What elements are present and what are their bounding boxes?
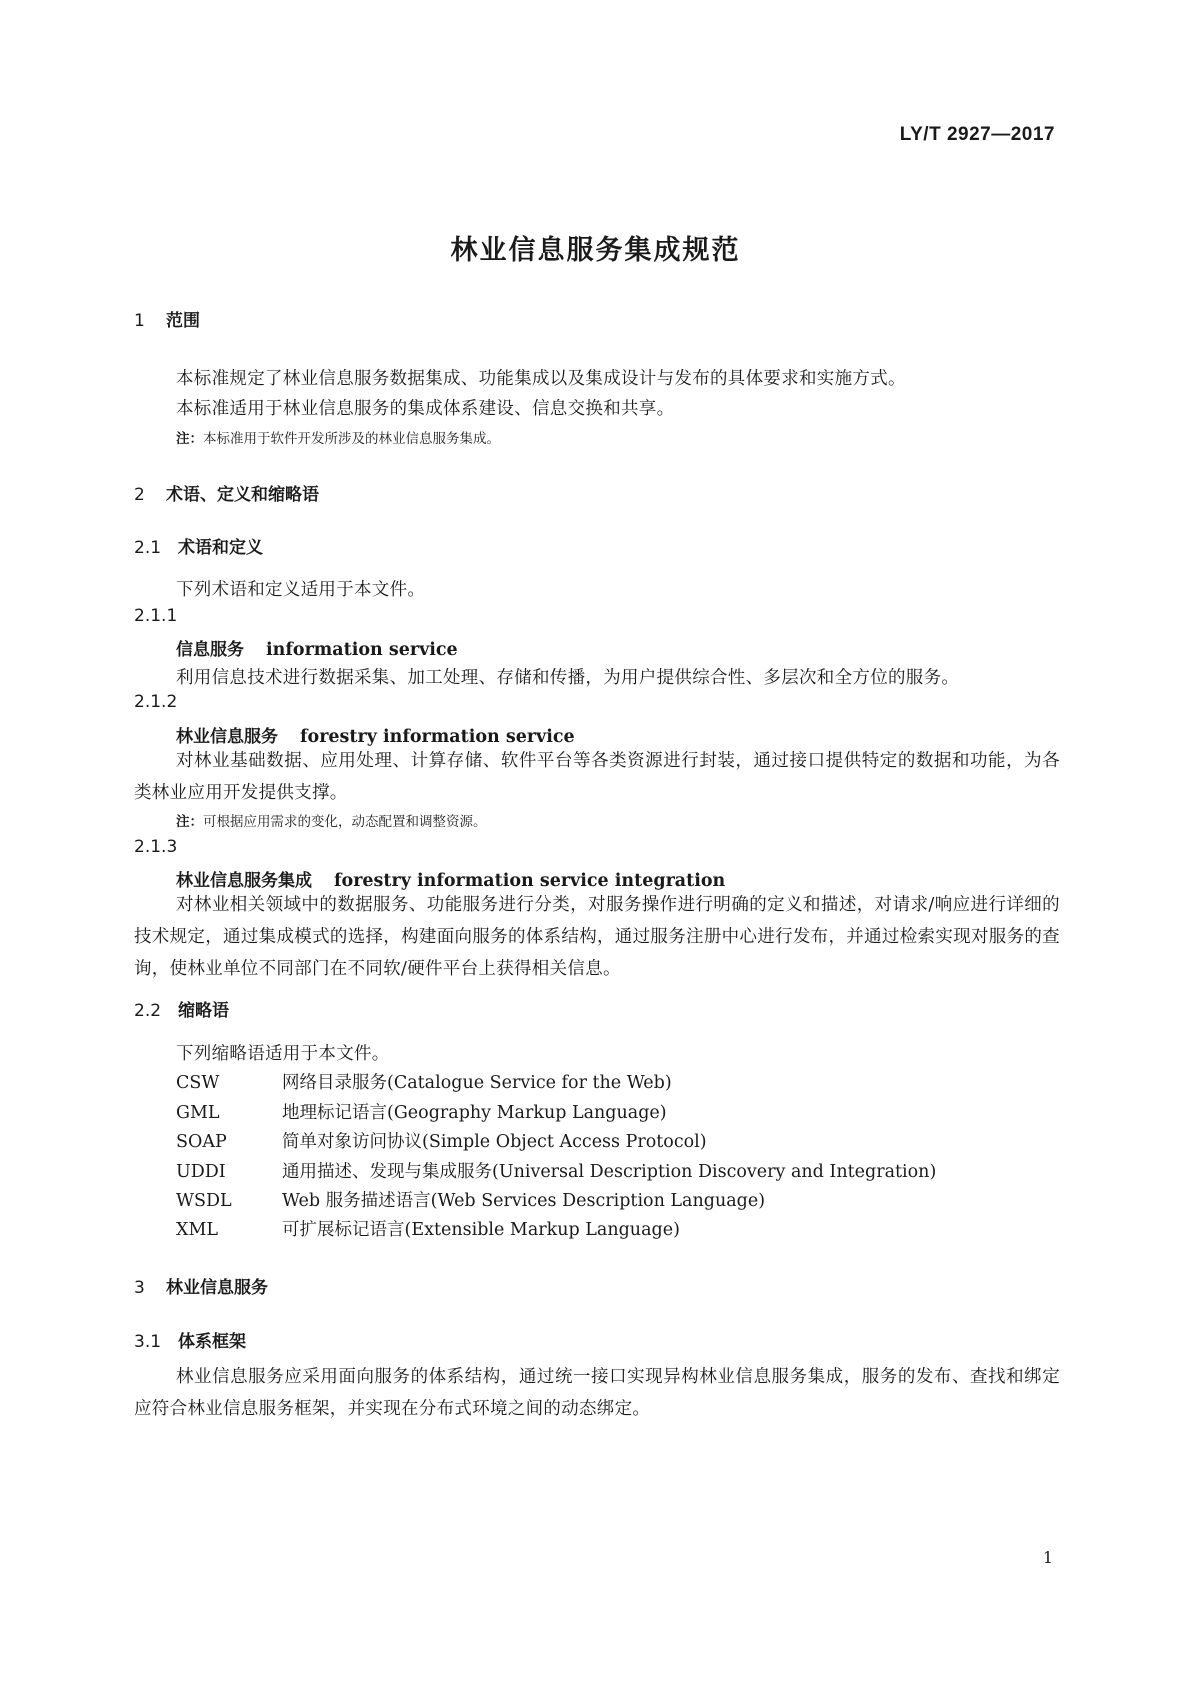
section-number: 2.1 — [134, 538, 162, 558]
abbreviation: SOAP — [176, 1132, 227, 1152]
abbreviation: UDDI — [176, 1162, 226, 1182]
abbreviation-row — [176, 1158, 936, 1183]
note-label: 注： — [176, 814, 203, 830]
abbreviation: GML — [176, 1103, 220, 1123]
section-number: 2.2 — [134, 1001, 162, 1021]
term-zh: 林业信息服务 — [176, 727, 278, 747]
section-2-1-intro: 下列术语和定义适用于本文件。 — [176, 580, 426, 600]
section-title: 体系框架 — [178, 1332, 246, 1352]
term-heading — [176, 722, 575, 747]
term-en: forestry information service — [300, 727, 575, 747]
section-1-paragraph-1: 本标准规定了林业信息服务数据集成、功能集成以及集成设计与发布的具体要求和实施方式。 — [176, 369, 906, 389]
term-number: 2.1.3 — [134, 837, 178, 857]
section-2-1-heading — [134, 533, 263, 558]
section-3-heading — [134, 1273, 268, 1298]
term-number: 2.1.2 — [134, 692, 178, 712]
section-1-note — [176, 427, 500, 447]
abbreviation-description: 地理标记语言(Geography Markup Language) — [282, 1103, 667, 1123]
abbreviation-row — [176, 1099, 667, 1124]
section-3-1-paragraph: 林业信息服务应采用面向服务的体系结构，通过统一接口实现异构林业信息服务集成，服务的发布、查找和绑定应符合林业信息服务框架，并实现在分布式环境之间的动态绑定。 — [134, 1367, 1060, 1419]
section-1-heading — [134, 306, 200, 331]
abbreviation: WSDL — [176, 1191, 232, 1211]
abbreviation-description: Web 服务描述语言(Web Services Description Language) — [282, 1191, 766, 1211]
section-number: 3 — [134, 1278, 145, 1298]
abbreviation-row — [176, 1128, 707, 1153]
section-title: 林业信息服务 — [166, 1278, 268, 1298]
standard-code: LY/T 2927—2017 — [899, 124, 1055, 145]
section-1-paragraph-2: 本标准适用于林业信息服务的集成体系建设、信息交换和共享。 — [176, 399, 675, 419]
abbreviation-row — [176, 1069, 672, 1094]
abbreviation-description: 通用描述、发现与集成服务(Universal Description Discovery and Integration) — [282, 1162, 937, 1182]
term-number: 2.1.1 — [134, 606, 178, 626]
term-en: forestry information service integration — [334, 871, 726, 891]
abbreviation: CSW — [176, 1073, 220, 1093]
note-label: 注： — [176, 431, 203, 447]
abbreviation-description: 网络目录服务(Catalogue Service for the Web) — [282, 1073, 672, 1093]
note-text: 可根据应用需求的变化，动态配置和调整资源。 — [203, 814, 487, 830]
abbreviation-description: 可扩展标记语言(Extensible Markup Language) — [282, 1220, 680, 1240]
abbreviation: XML — [176, 1220, 218, 1240]
term-heading — [176, 866, 725, 891]
abbreviation-description: 简单对象访问协议(Simple Object Access Protocol) — [282, 1132, 707, 1152]
note-text: 本标准用于软件开发所涉及的林业信息服务集成。 — [203, 431, 500, 447]
section-2-2-heading — [134, 996, 229, 1021]
section-number: 3.1 — [134, 1332, 162, 1352]
term-en: information service — [266, 640, 458, 660]
section-title: 缩略语 — [178, 1001, 229, 1021]
section-number: 1 — [134, 311, 145, 331]
section-title: 术语、定义和缩略语 — [166, 485, 319, 505]
document-title: 林业信息服务集成规范 — [450, 235, 741, 266]
term-definition: 利用信息技术进行数据采集、加工处理、存储和传播，为用户提供综合性、多层次和全方位的服务。 — [176, 668, 960, 688]
section-title: 术语和定义 — [178, 538, 263, 558]
term-zh: 信息服务 — [176, 640, 244, 660]
section-3-1-heading — [134, 1327, 246, 1352]
term-note — [176, 810, 487, 830]
section-number: 2 — [134, 485, 145, 505]
term-heading — [176, 635, 458, 660]
term-definition: 对林业基础数据、应用处理、计算存储、软件平台等各类资源进行封装，通过接口提供特定的数据和功能，为各类林业应用开发提供支撑。 — [134, 751, 1060, 803]
section-2-heading — [134, 480, 319, 505]
abbreviation-row — [176, 1216, 680, 1241]
section-2-2-intro: 下列缩略语适用于本文件。 — [176, 1044, 390, 1064]
abbreviation-row — [176, 1187, 765, 1212]
term-zh: 林业信息服务集成 — [176, 871, 312, 891]
section-title: 范围 — [166, 311, 200, 331]
page-number: 1 — [1042, 1548, 1053, 1567]
term-definition: 对林业相关领域中的数据服务、功能服务进行分类，对服务操作进行明确的定义和描述，对请求/响应进行详细的技术规定，通过集成模式的选择，构建面向服务的体系结构，通过服务注册中心进行发布，并通过检索实现对服务的查询，使林业单位不同部门在不同软/硬件平台上获得相关信息。 — [134, 895, 1060, 979]
